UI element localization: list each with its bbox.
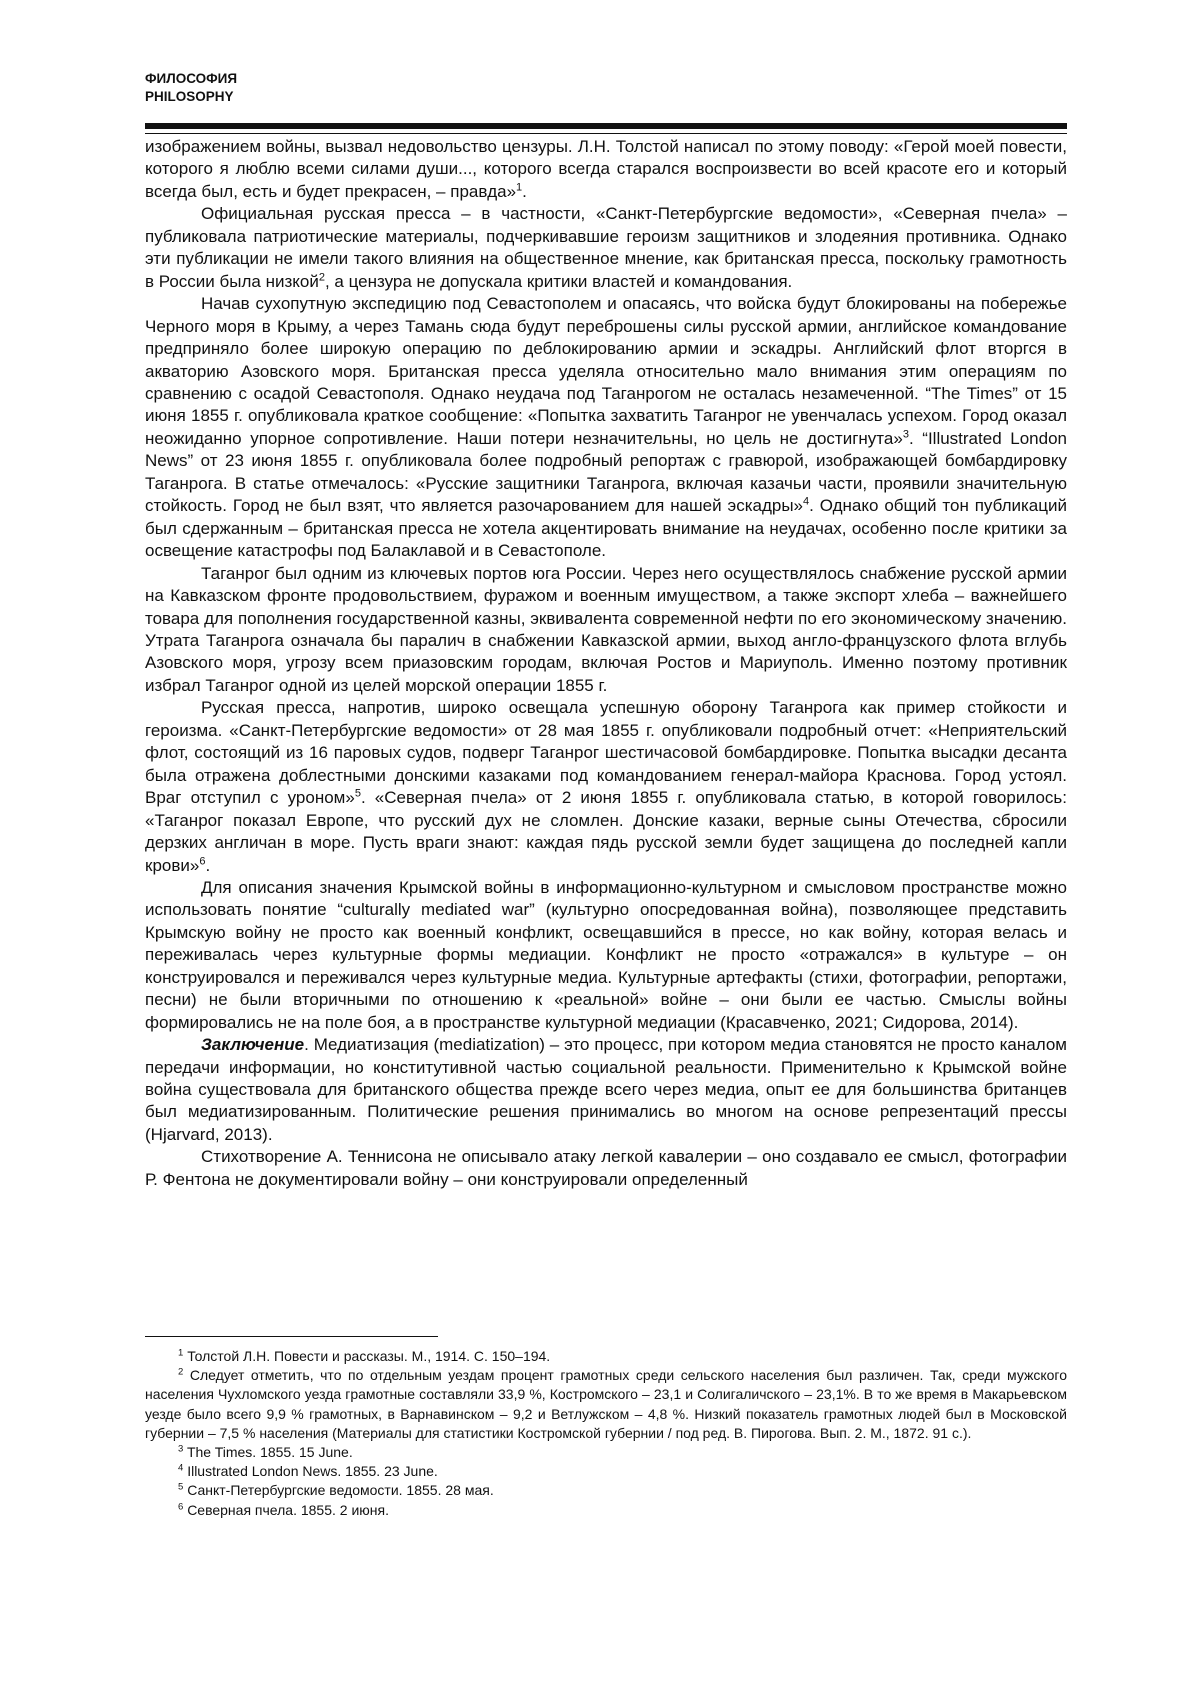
header-rule-thin <box>145 133 1067 134</box>
footnote-3: $^3$ The Times. 1855. 15 June. <box>178 1443 353 1461</box>
section-title-ru: ФИЛОСОФИЯ <box>145 71 238 86</box>
footnote-ref-3[interactable]: 3 <box>902 428 909 441</box>
section-title-en: PHILOSOPHY <box>145 89 234 104</box>
article-body <box>145 136 1067 1191</box>
footnote-ref-5[interactable]: 5 <box>354 787 361 800</box>
paragraph-4: Таганрог был одним из ключевых портов юга России. Через него осуществлялось снабжение русской армии на Кавказском фронте продовольствием, фуражом и военным имуществом, а также экспорт хлеба – важнейшего товара для пополнения государственной казны, эквивалента современной нефти по его экономическому значению. Утрата Таганрога означала бы паралич в снабжении Кавказской армии, выход англо-французского флота вглубь Азовского моря, угрозу всем приазовским городам, включая Ростов и Мариуполь. Именно поэтому противник избрал Таганрог одной из целей морской операции 1855 г. <box>145 563 1067 695</box>
footnote-number: 6 <box>178 1500 184 1512</box>
footnote-number: 1 <box>178 1347 184 1359</box>
footnote-number: 2 <box>178 1366 184 1378</box>
footnote-separator <box>145 1336 438 1337</box>
paragraph-1: изображением войны, вызвал недовольство цензуры. Л.Н. Толстой написал по этому поводу: «Герой моей повести, которого я люблю всеми силами души..., которого всегда старался воспроизвести во всей красоте его и который всегда был, есть и будет прекрасен, – правда»$^1$. <box>145 137 1067 201</box>
footnote-ref-6[interactable]: 6 <box>199 854 206 867</box>
paragraph-6: Для описания значения Крымской войны в информационно-культурном и смысловом пространстве можно использовать понятие “culturally mediated war” (культурно опосредованная война), позволяющее представить Крымскую войну не просто как военный конфликт, освещавшийся в прессе, но как войну, которая велась и переживалась через культурные формы медиации. Конфликт не просто «отражался» в культуре – он конструировался и переживался через культурные медиа. Культурные артефакты (стихи, фотографии, репортажи, песни) не были вторичными по отношению к «реальной» войне – они были ее частью. Смыслы войны формировались не на поле боя, а в пространстве культурной медиации (Красавченко, 2021; Сидорова, 2014). <box>145 877 1067 1032</box>
footnote-ref-1[interactable]: 1 <box>516 181 523 194</box>
conclusion-lead: Заключение <box>201 1035 305 1055</box>
paragraph-2: Официальная русская пресса – в частности, «Санкт-Петербургские ведомости», «Северная пчела» – публиковала патриотические материалы, подчеркивавшие героизм защитников и злодеяния противника. Однако эти публикации не имели такого влияния на общественное мнение, как британская пресса, поскольку грамотность в России была низкой$^2$, а цензура не допускала критики властей и командования. <box>145 204 1067 291</box>
paragraph-conclusion: Заключение. Медиатизация (mediatization) – это процесс, при котором медиа становятся не просто каналом передачи информации, но конститутивной частью социальной реальности. Применительно к Крымской войне война существовала для британского общества прежде всего через медиа, опыт ее для большинства британцев был медиатизированным. Политические решения принимались во многом на основе репрезентаций прессы (Hjarvard, 2013). <box>145 1035 1067 1144</box>
running-head <box>145 70 237 106</box>
footnote-1: $^1$ Толстой Л.Н. Повести и рассказы. М., 1914. С. 150–194. <box>178 1347 551 1364</box>
paragraph-3: Начав сухопутную экспедицию под Севастополем и опасаясь, что войска будут блокированы на побережье Черного моря в Крыму, а через Тамань сюда будут переброшены силы русской армии, английское командование предприняло более широкую операцию по деблокированию армии и эскадры. Английский флот вторгся в акваторию Азовского моря. Британская пресса уделяла относительно мало внимания этим операциям по сравнению с осадой Севастополя. Однако неудача под Таганрогом не осталась незамеченной. “The Times” от 15 июня 1855 г. опубликовала краткое сообщение: «Попытка захватить Таганрог не увенчалась успехом. Город оказал неожиданно упорное сопротивление. Наши потери незначительны, но цель не достигнута»$^3$. “Illustrated London News” от 23 июня 1855 г. опубликовала более подробный репортаж с гравюрой, изображающей бомбардировку Таганрога. В статье отмечалось: «Русские защитники Таганрога, включая казачьи части, проявили значительную стойкость. Город не был взят, что является разочарованием для нашей эскадры»$^4$. Однако общий тон публикаций был сдержанным – британская пресса не хотела акцентировать внимание на неудачах, особенно после критики за освещение катастрофы под Балаклавой и в Севастополе. <box>145 294 1067 561</box>
footnote-number: 3 <box>178 1443 184 1455</box>
footnotes <box>145 1347 1067 1520</box>
footnote-6: $^6$ Северная пчела. 1855. 2 июня. <box>178 1500 389 1518</box>
paragraph-5: Русская пресса, напротив, широко освещала успешную оборону Таганрога как пример стойкости и героизма. «Санкт-Петербургские ведомости» от 28 мая 1855 г. опубликовали подробный отчет: «Неприятельский флот, состоящий из 16 паровых судов, подверг Таганрог шестичасовой бомбардировке. Попытка высадки десанта была отражена доблестными донскими казаками под командованием генерал-майора Краснова. Город устоял. Враг отступил с уроном»$^5$. «Северная пчела» от 2 июня 1855 г. опубликовала статью, в которой говорилось: «Таганрог показал Европе, что русский дух не сломлен. Донские казаки, верные сыны Отечества, сбросили дерзких англичан в море. Пусть враги знают: каждая пядь русской земли будет защищена до последней капли крови»$^6$. <box>145 698 1067 875</box>
footnote-ref-2[interactable]: 2 <box>318 271 325 284</box>
footnote-5: $^5$ Санкт-Петербургские ведомости. 1855. 28 мая. <box>178 1481 494 1499</box>
footnote-number: 4 <box>178 1462 184 1474</box>
header-rule-thick <box>145 123 1067 129</box>
footnote-ref-4[interactable]: 4 <box>803 495 810 508</box>
paragraph-8: Стихотворение А. Теннисона не описывало атаку легкой кавалерии – оно создавало ее смысл, фотографии Р. Фентона не документировали войну – они конструировали определенный <box>145 1147 1067 1189</box>
footnote-2: $^2$ Следует отметить, что по отдельным уездам процент грамотных среди сельского населения был различен. Так, среди мужского населения Чухломского уезда грамотные составляли 33,9 %, Костромского – 23,1 и Солигаличского – 23,1%. В то же время в Макарьевском уезде было всего 9,9 % грамотных, в Варнавинском – 9,2 и Ветлужском – 4,8 %. Низкий показатель грамотных людей был в Московской губернии – 7,5 % населения (Материалы для статистики Костромской губернии / под ред. В. Пирогова. Вып. 2. М., 1872. 91 с.). <box>145 1366 1067 1441</box>
footnote-number: 5 <box>178 1481 184 1493</box>
footnote-4: $^4$ Illustrated London News. 1855. 23 June. <box>178 1462 438 1480</box>
